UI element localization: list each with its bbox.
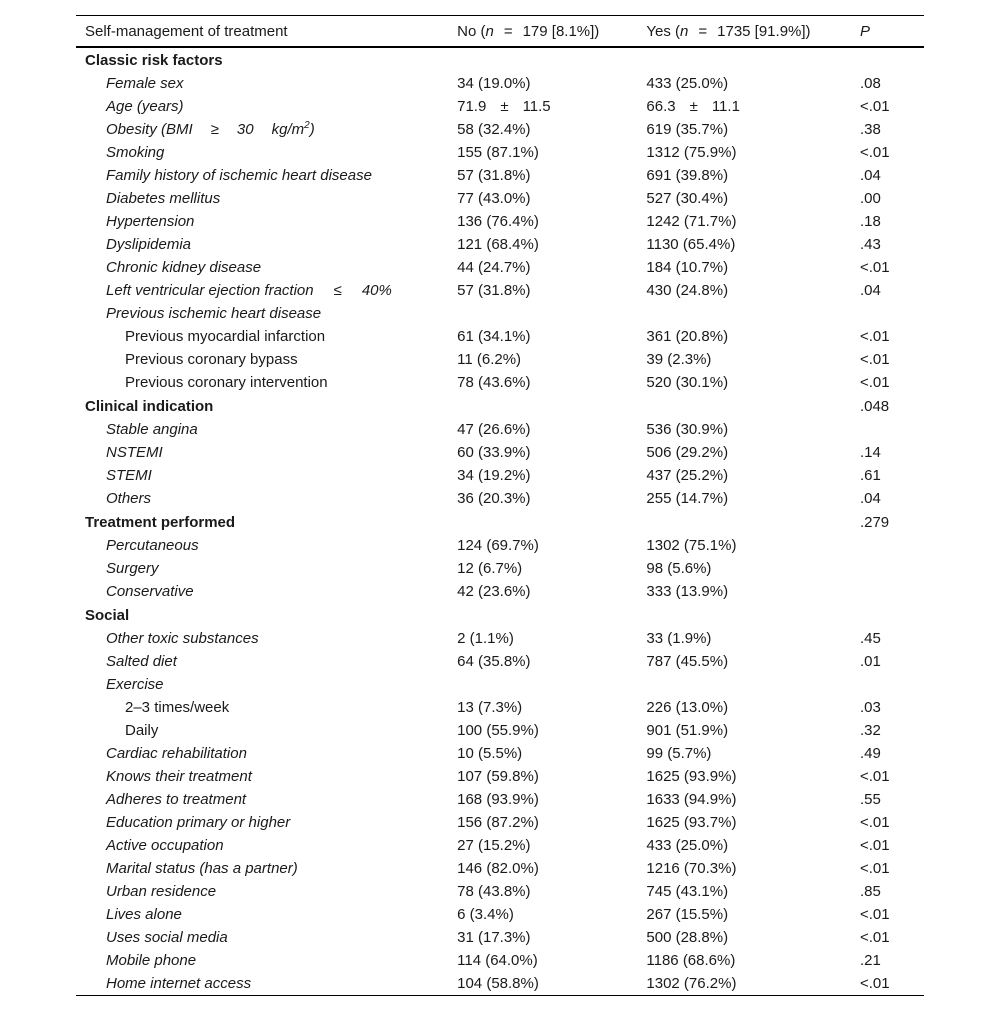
cell-yes: 99 (5.7%) <box>646 745 712 762</box>
cell-no: 11 (6.2%) <box>457 351 522 368</box>
row-label: Exercise <box>106 676 164 693</box>
row-label: Chronic kidney disease <box>106 259 262 276</box>
row-label: Age (years) <box>106 98 184 115</box>
cell-p <box>860 418 924 441</box>
header-p: P <box>859 22 870 40</box>
cell-p: <.01 <box>859 906 890 923</box>
age-no-mean: 71.9 <box>457 98 487 115</box>
cell-yes: 267 (15.5%) <box>646 906 729 923</box>
cell-no: 31 (17.3%) <box>457 929 531 946</box>
row-label: Conservative <box>106 583 194 600</box>
header-yes-prefix: Yes ( <box>646 22 681 40</box>
cell-p: .04 <box>859 490 881 507</box>
cell-yes: 506 (29.2%) <box>646 444 729 461</box>
table-row <box>76 834 924 857</box>
cell-no: 100 (55.9%) <box>457 722 539 739</box>
table-row <box>76 418 924 441</box>
table-row <box>76 857 924 880</box>
row-label: Mobile phone <box>106 952 197 969</box>
row-label: Family history of ischemic heart disease <box>106 167 372 184</box>
cell-p: .03 <box>859 699 881 716</box>
header-no-n: n <box>485 22 494 40</box>
cell-yes: 437 (25.2%) <box>646 467 729 484</box>
table-row <box>76 371 924 394</box>
cell-yes: 33 (1.9%) <box>646 630 712 647</box>
cell-yes: 1216 (70.3%) <box>646 860 737 877</box>
cell-no: 12 (6.7%) <box>457 560 523 577</box>
cell-yes: 333 (13.9%) <box>646 583 729 600</box>
table-row <box>76 95 924 118</box>
cell-p: .38 <box>859 121 881 138</box>
cell-p: .85 <box>859 883 881 900</box>
header-no-suffix: 179 [8.1%]) <box>522 22 600 40</box>
cell-no: 57 (31.8%) <box>457 282 531 299</box>
row-label: Surgery <box>106 560 159 577</box>
section-classic-risk-factors <box>76 47 924 72</box>
table-row <box>76 118 924 141</box>
table-row <box>76 673 924 696</box>
header-yes-n: n <box>680 22 689 40</box>
cell-no: 2 (1.1%) <box>457 630 514 647</box>
cell-p <box>860 534 924 557</box>
table-row <box>76 302 924 325</box>
cell-p: <.01 <box>859 837 890 854</box>
section-social <box>76 603 924 627</box>
table-row <box>76 164 924 187</box>
cell-no: 42 (23.6%) <box>457 583 531 600</box>
cell-yes: 1242 (71.7%) <box>646 213 737 230</box>
row-label: Percutaneous <box>106 537 199 554</box>
age-yes-pm: ± <box>689 98 698 115</box>
table-row <box>76 903 924 926</box>
row-label: Dyslipidemia <box>106 236 192 253</box>
row-label: Home internet access <box>106 975 252 992</box>
table-row <box>76 926 924 949</box>
header-no-eq: = <box>503 22 513 40</box>
cell-no: 34 (19.2%) <box>457 467 531 484</box>
cell-p: <.01 <box>859 259 890 276</box>
age-no-pm: ± <box>500 98 509 115</box>
table-row <box>76 788 924 811</box>
cell-no: 13 (7.3%) <box>457 699 523 716</box>
row-label: Cardiac rehabilitation <box>106 745 247 762</box>
row-label: Marital status (has a partner) <box>106 860 298 877</box>
cell-no: 10 (5.5%) <box>457 745 523 762</box>
age-yes-sd: 11.1 <box>711 98 740 115</box>
cell-no: 47 (26.6%) <box>457 421 531 438</box>
cell-no: 78 (43.6%) <box>457 374 531 391</box>
row-label: Knows their treatment <box>106 768 252 785</box>
table-row <box>76 627 924 650</box>
cell-p: <.01 <box>859 98 890 115</box>
table-row <box>76 696 924 719</box>
table-row <box>76 765 924 788</box>
row-label: Previous coronary bypass <box>125 351 298 368</box>
cell-no: 155 (87.1%) <box>457 144 539 161</box>
table-header <box>76 16 924 48</box>
cell-yes: 500 (28.8%) <box>646 929 729 946</box>
table-row <box>76 141 924 164</box>
table-row <box>76 487 924 510</box>
cell-p: .21 <box>859 952 881 969</box>
cell-yes: 98 (5.6%) <box>646 560 712 577</box>
table-row <box>76 233 924 256</box>
row-label: Adheres to treatment <box>106 791 247 808</box>
table-row <box>76 650 924 673</box>
table-row <box>76 441 924 464</box>
cell-no: 27 (15.2%) <box>457 837 531 854</box>
row-label <box>76 118 457 141</box>
header-no <box>457 16 646 48</box>
row-label: STEMI <box>106 467 152 484</box>
row-label: Uses social media <box>106 929 228 946</box>
row-label: Daily <box>125 722 159 739</box>
table-row <box>76 256 924 279</box>
obesity-unit: kg/m <box>271 121 305 138</box>
cell-yes: 520 (30.1%) <box>646 374 729 391</box>
cell-yes: 430 (24.8%) <box>646 282 729 299</box>
cell-no: 6 (3.4%) <box>457 906 514 923</box>
section-label: Clinical indication <box>85 397 214 415</box>
section-label: Treatment performed <box>85 513 236 531</box>
table-row <box>76 534 924 557</box>
age-yes-mean: 66.3 <box>646 98 676 115</box>
table-row <box>76 811 924 834</box>
header-self-management: Self-management of treatment <box>85 22 288 40</box>
row-label: Salted diet <box>106 653 177 670</box>
cell-p <box>860 580 924 603</box>
cell-p: .43 <box>859 236 881 253</box>
row-label: Education primary or higher <box>106 814 291 831</box>
table-row <box>76 719 924 742</box>
results-table-container <box>76 15 924 996</box>
cell-no: 121 (68.4%) <box>457 236 539 253</box>
cell-no: 60 (33.9%) <box>457 444 531 461</box>
cell-no: 136 (76.4%) <box>457 213 539 230</box>
cell-no: 114 (64.0%) <box>457 952 538 969</box>
table-row <box>76 464 924 487</box>
row-label: 2–3 times/week <box>125 699 230 716</box>
header-row <box>76 16 924 48</box>
cell-no: 44 (24.7%) <box>457 259 531 276</box>
cell-p: .048 <box>859 397 890 415</box>
section-label: Classic risk factors <box>85 51 223 69</box>
section-clinical-indication <box>76 394 924 418</box>
cell-p: <.01 <box>859 814 890 831</box>
cell-p: .32 <box>859 722 881 739</box>
cell-yes: 255 (14.7%) <box>646 490 729 507</box>
cell-yes: 226 (13.0%) <box>646 699 729 716</box>
cell-p: .00 <box>859 190 881 207</box>
cell-yes <box>646 95 860 118</box>
section-label: Social <box>85 606 130 624</box>
cell-yes: 536 (30.9%) <box>646 421 729 438</box>
cell-p: .08 <box>859 75 881 92</box>
cell-p: <.01 <box>859 975 890 992</box>
row-label: Other toxic substances <box>106 630 259 647</box>
cell-p: <.01 <box>859 328 890 345</box>
cell-p: .04 <box>859 167 881 184</box>
cell-yes: 1302 (75.1%) <box>646 537 737 554</box>
cell-no: 36 (20.3%) <box>457 490 531 507</box>
table-row <box>76 279 924 302</box>
row-label: Smoking <box>106 144 165 161</box>
header-no-prefix: No ( <box>457 22 486 40</box>
obesity-sup: 2 <box>304 120 310 131</box>
cell-no: 124 (69.7%) <box>457 537 539 554</box>
cell-p: .18 <box>859 213 881 230</box>
cell-yes: 901 (51.9%) <box>646 722 729 739</box>
cell-yes: 1302 (76.2%) <box>646 975 737 992</box>
row-label: Urban residence <box>106 883 217 900</box>
lvef-label-a: Left ventricular ejection fraction <box>106 282 314 299</box>
cell-no: 61 (34.1%) <box>457 328 531 345</box>
cell-yes: 184 (10.7%) <box>646 259 729 276</box>
cell-no: 168 (93.9%) <box>457 791 539 808</box>
header-yes <box>646 16 860 48</box>
cell-p: <.01 <box>859 144 890 161</box>
cell-p: .49 <box>859 745 881 762</box>
cell-yes: 1312 (75.9%) <box>646 144 737 161</box>
cell-p: .61 <box>859 467 881 484</box>
cell-p: .55 <box>859 791 881 808</box>
results-table <box>76 15 924 996</box>
age-no-sd: 11.5 <box>522 98 551 115</box>
cell-p: .04 <box>859 282 881 299</box>
table-body <box>76 47 924 996</box>
table-row <box>76 325 924 348</box>
cell-yes: 1625 (93.9%) <box>646 768 737 785</box>
cell-no: 156 (87.2%) <box>457 814 539 831</box>
row-label: Previous myocardial infarction <box>125 328 326 345</box>
cell-yes: 433 (25.0%) <box>646 75 729 92</box>
cell-no: 107 (59.8%) <box>457 768 539 785</box>
cell-p: <.01 <box>859 351 890 368</box>
cell-p: <.01 <box>859 929 890 946</box>
cell-p: .14 <box>859 444 881 461</box>
table-row <box>76 580 924 603</box>
cell-p: .279 <box>859 513 890 531</box>
table-row <box>76 557 924 580</box>
obesity-label-a: Obesity (BMI <box>106 121 193 138</box>
cell-p: .45 <box>859 630 881 647</box>
lvef-label-b: 40% <box>361 282 392 299</box>
row-label: Previous coronary intervention <box>125 374 328 391</box>
cell-yes: 433 (25.0%) <box>646 837 729 854</box>
cell-no: 34 (19.0%) <box>457 75 531 92</box>
cell-yes: 527 (30.4%) <box>646 190 729 207</box>
table-row <box>76 348 924 371</box>
cell-no: 64 (35.8%) <box>457 653 531 670</box>
header-yes-eq: = <box>698 22 708 40</box>
cell-yes: 787 (45.5%) <box>646 653 729 670</box>
cell-no: 77 (43.0%) <box>457 190 531 207</box>
lvef-le: ≤ <box>333 282 342 299</box>
cell-no: 58 (32.4%) <box>457 121 531 138</box>
cell-yes: 1186 (68.6%) <box>646 952 736 969</box>
header-yes-suffix: 1735 [91.9%]) <box>717 22 811 40</box>
row-label: Diabetes mellitus <box>106 190 221 207</box>
cell-yes: 691 (39.8%) <box>646 167 729 184</box>
table-row <box>76 742 924 765</box>
cell-no: 78 (43.8%) <box>457 883 531 900</box>
cell-p <box>860 557 924 580</box>
table-row <box>76 972 924 996</box>
cell-no <box>457 95 646 118</box>
obesity-close: ) <box>309 121 315 138</box>
table-row <box>76 880 924 903</box>
table-row <box>76 210 924 233</box>
row-label: Hypertension <box>106 213 195 230</box>
cell-yes: 619 (35.7%) <box>646 121 729 138</box>
cell-p: <.01 <box>859 768 890 785</box>
section-treatment-performed <box>76 510 924 534</box>
cell-p: <.01 <box>859 860 890 877</box>
cell-yes: 1130 (65.4%) <box>646 236 736 253</box>
cell-yes: 361 (20.8%) <box>646 328 729 345</box>
cell-no: 57 (31.8%) <box>457 167 531 184</box>
row-label: NSTEMI <box>106 444 163 461</box>
cell-p: <.01 <box>859 374 890 391</box>
row-label <box>76 279 457 302</box>
cell-yes: 1625 (93.7%) <box>646 814 737 831</box>
row-label: Stable angina <box>106 421 198 438</box>
cell-yes: 1633 (94.9%) <box>646 791 737 808</box>
cell-yes: 745 (43.1%) <box>646 883 729 900</box>
table-row <box>76 187 924 210</box>
row-label: Lives alone <box>106 906 182 923</box>
row-label: Others <box>106 490 152 507</box>
cell-no: 104 (58.8%) <box>457 975 539 992</box>
table-row <box>76 72 924 95</box>
row-label: Previous ischemic heart disease <box>106 305 322 322</box>
row-label: Female sex <box>106 75 184 92</box>
obesity-ge: ≥ <box>210 121 219 138</box>
cell-p: .01 <box>859 653 881 670</box>
cell-yes: 39 (2.3%) <box>646 351 712 368</box>
obesity-label-b: 30 <box>236 121 254 138</box>
cell-no: 146 (82.0%) <box>457 860 539 877</box>
row-label: Active occupation <box>106 837 224 854</box>
table-row <box>76 949 924 972</box>
